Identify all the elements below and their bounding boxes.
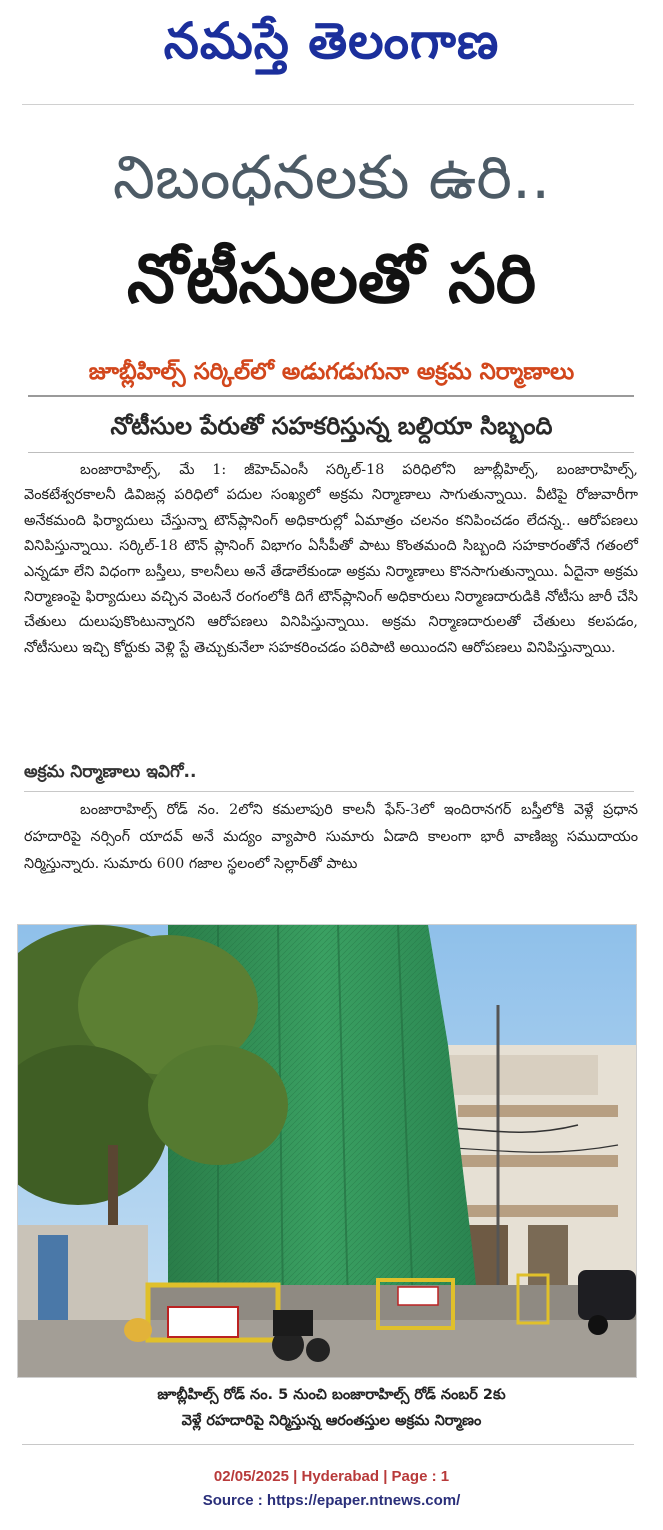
crosshead-divider bbox=[24, 791, 634, 792]
headline-line-1: నిబంధనలకు ఉరి.. bbox=[112, 143, 551, 213]
deck-divider bbox=[28, 452, 634, 453]
footer-dateline: 02/05/2025 | Hyderabad | Page : 1 bbox=[213, 1468, 450, 1485]
footer-divider bbox=[22, 1444, 634, 1445]
deck: నోటీసుల పేరుతో సహకరిస్తున్న బల్దియా సిబ్బంది bbox=[110, 412, 553, 440]
subheadline-divider bbox=[28, 395, 634, 397]
body-paragraph-2: బంజారాహిల్స్ రోడ్ నం. 2లోని కమలాపురి కాలనీ ఫేస్-3లో ఇందిరానగర్ బస్తీలోకి వెళ్లే ప్రధాన రహదారిపై నర్సింగ్ యాదవ్ అనే మద్యం వ్యాపారి సుమారు ఏడాది కాలంగా భారీ వాణిజ్య సముదాయం నిర్మిస్తున్నారు. సుమారు 600 గజాల స్థలంలో సెల్లార్‌తో పాటు bbox=[24, 802, 638, 872]
news-photo bbox=[17, 924, 637, 1378]
masthead-divider bbox=[22, 104, 634, 105]
photo-caption-line-2: వెళ్లే రహదారిపై నిర్మిస్తున్న ఆరంతస్తుల అక్రమ నిర్మాణం bbox=[181, 1413, 482, 1429]
body-paragraph-1: బంజారాహిల్స్, మే 1: జీహెచ్ఎంసీ సర్కిల్-18 పరిధిలోని జూబ్లీహిల్స్, బంజారాహిల్స్, వెంకటేశ్వరకాలనీ డివిజన్ల పరిధిలో పదుల సంఖ్యలో అక్రమ నిర్మాణాలు సాగుతున్నాయి. వీటిపై రోజువారీగా అనేకమంది ఫిర్యాదులు చేస్తున్నా టౌన్‌ప్లానింగ్ అధికారుల్లో ఏమాత్రం చలనం కనిపించడం లేదన్న.. ఆరోపణలు వినిపిస్తున్నాయి. సర్కిల్-18 టౌన్ ప్లానింగ్ విభాగం ఏసీపీతో పాటు కొంతమంది సిబ్బంది సహకారంతోనే గతంలో ఎన్నడూ లేని విధంగా బస్తీలు, కాలనీలు అనే తేడాలేకుండా అక్రమ నిర్మాణాలు కొనసాగుతున్నాయి. ఏదైనా అక్రమ నిర్మాణంపై ఫిర్యాదులు వచ్చిన వెంటనే రంగంలోకి దిగే టౌన్‌ప్లానింగ్ అధికారులు నిర్మాణదారుడికి నోటీసు జారీ చేసి చేతులు దులుపుకొంటున్నారని ఆరోపణలు వినిపిస్తున్నాయి. అక్రమ నిర్మాణదారులతో చేతులు కలపడం, నోటీసులు ఇచ్చి కోర్టుకు వెళ్లి స్టే తెచ్చుకునేలా సహకరించడం పరిపాటి అయిందని ఆరోపణలు వినిపిస్తున్నాయి. bbox=[24, 462, 638, 656]
headline-line-2: నోటీసులతో సరి bbox=[126, 240, 537, 319]
footer-source-link[interactable]: Source : https://epaper.ntnews.com/ bbox=[202, 1492, 461, 1509]
photo-caption-line-1: జూబ్లీహిల్స్ రోడ్ నం. 5 నుంచి బంజారాహిల్స్ రోడ్ నంబర్ 2కు bbox=[157, 1387, 506, 1403]
construction-site-illustration bbox=[18, 925, 636, 1377]
masthead-logo bbox=[0, 6, 663, 76]
masthead-title: నమస్తే తెలంగాణ bbox=[163, 12, 500, 70]
subheadline: జూబ్లీహిల్స్ సర్కిల్‌లో అడుగడుగునా అక్రమ నిర్మాణాలు bbox=[88, 359, 575, 385]
crosshead: అక్రమ నిర్మాణాలు ఇవిగో.. bbox=[24, 762, 197, 782]
photo-caption bbox=[0, 1382, 663, 1434]
